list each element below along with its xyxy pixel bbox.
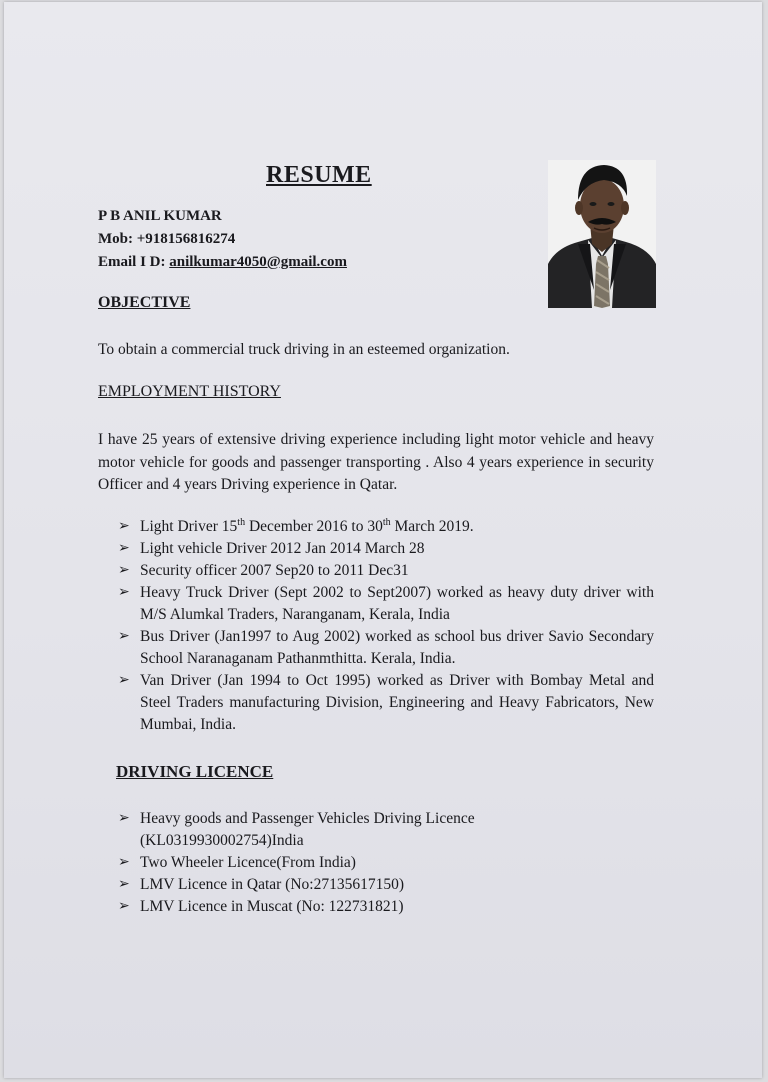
ordinal-suffix: th	[237, 516, 246, 528]
list-item	[118, 582, 654, 626]
arrow-bullet-icon: ➢	[118, 563, 130, 578]
arrow-bullet-icon: ➢	[118, 629, 130, 644]
item-text-part: December 2016 to 30	[245, 518, 383, 535]
item-text-part: Light Driver 15	[140, 518, 238, 535]
employment-item-text: Light vehicle Driver 2012 Jan 2014 March 28	[140, 540, 425, 557]
profile-photo	[548, 160, 656, 308]
list-item	[118, 538, 654, 560]
employment-list	[118, 516, 654, 736]
licence-item-text: LMV Licence in Qatar (No:27135617150)	[140, 876, 405, 893]
list-item	[118, 516, 654, 538]
email-link[interactable]: anilkumar4050@gmail.com	[169, 254, 347, 270]
arrow-bullet-icon: ➢	[118, 855, 130, 870]
mobile-number: Mob: +918156816274	[98, 231, 236, 247]
licence-item-text: Two Wheeler Licence(From India)	[140, 854, 356, 871]
list-item	[118, 808, 518, 852]
list-item	[118, 874, 518, 896]
list-item	[118, 626, 654, 670]
ordinal-suffix: th	[382, 516, 391, 528]
email-line	[98, 254, 347, 271]
arrow-bullet-icon: ➢	[118, 585, 130, 600]
arrow-bullet-icon: ➢	[118, 541, 130, 556]
employment-item-text: Heavy Truck Driver (Sept 2002 to Sept2007) worked as heavy duty driver with M/S Alumkal Traders, Naranganam, Kerala, India	[140, 584, 654, 623]
employment-heading: EMPLOYMENT HISTORY	[98, 383, 281, 400]
arrow-bullet-icon: ➢	[118, 811, 130, 826]
employment-item-text	[140, 518, 474, 535]
employment-item-text: Bus Driver (Jan1997 to Aug 2002) worked as school bus driver Savio Secondary School Naranaganam Pathanmthitta. Kerala, India.	[140, 628, 654, 667]
item-text-part: March 2019.	[390, 518, 474, 535]
employment-item-text: Van Driver (Jan 1994 to Oct 1995) worked as Driver with Bombay Metal and Steel Traders manufacturing Division, Engineering and Heavy Fabricators, New Mumbai, India.	[140, 672, 654, 733]
email-label: Email I D:	[98, 254, 170, 270]
resume-page	[4, 2, 762, 1078]
list-item	[118, 560, 654, 582]
employment-summary: I have 25 years of extensive driving experience including light motor vehicle and heavy motor vehicle for goods and passenger transporting . Also 4 years experience in security Officer and 4 years Driving experience in Qatar.	[98, 431, 654, 493]
list-item	[118, 670, 654, 736]
licence-item-text: Heavy goods and Passenger Vehicles Driving Licence (KL0319930002754)India	[140, 810, 475, 849]
list-item	[118, 896, 518, 918]
licence-heading: DRIVING LICENCE	[116, 762, 274, 781]
candidate-name: P B ANIL KUMAR	[98, 208, 222, 224]
arrow-bullet-icon: ➢	[118, 877, 130, 892]
licence-item-text: LMV Licence in Muscat (No: 122731821)	[140, 898, 404, 915]
page-title: RESUME	[266, 162, 372, 188]
objective-text: To obtain a commercial truck driving in an esteemed organization.	[98, 341, 510, 358]
arrow-bullet-icon: ➢	[118, 899, 130, 914]
list-item	[118, 852, 518, 874]
licence-list	[118, 808, 518, 918]
arrow-bullet-icon: ➢	[118, 673, 130, 688]
employment-item-text: Security officer 2007 Sep20 to 2011 Dec31	[140, 562, 409, 579]
objective-heading: OBJECTIVE	[98, 294, 191, 311]
arrow-bullet-icon: ➢	[118, 519, 130, 534]
profile-photo-image	[548, 160, 656, 308]
